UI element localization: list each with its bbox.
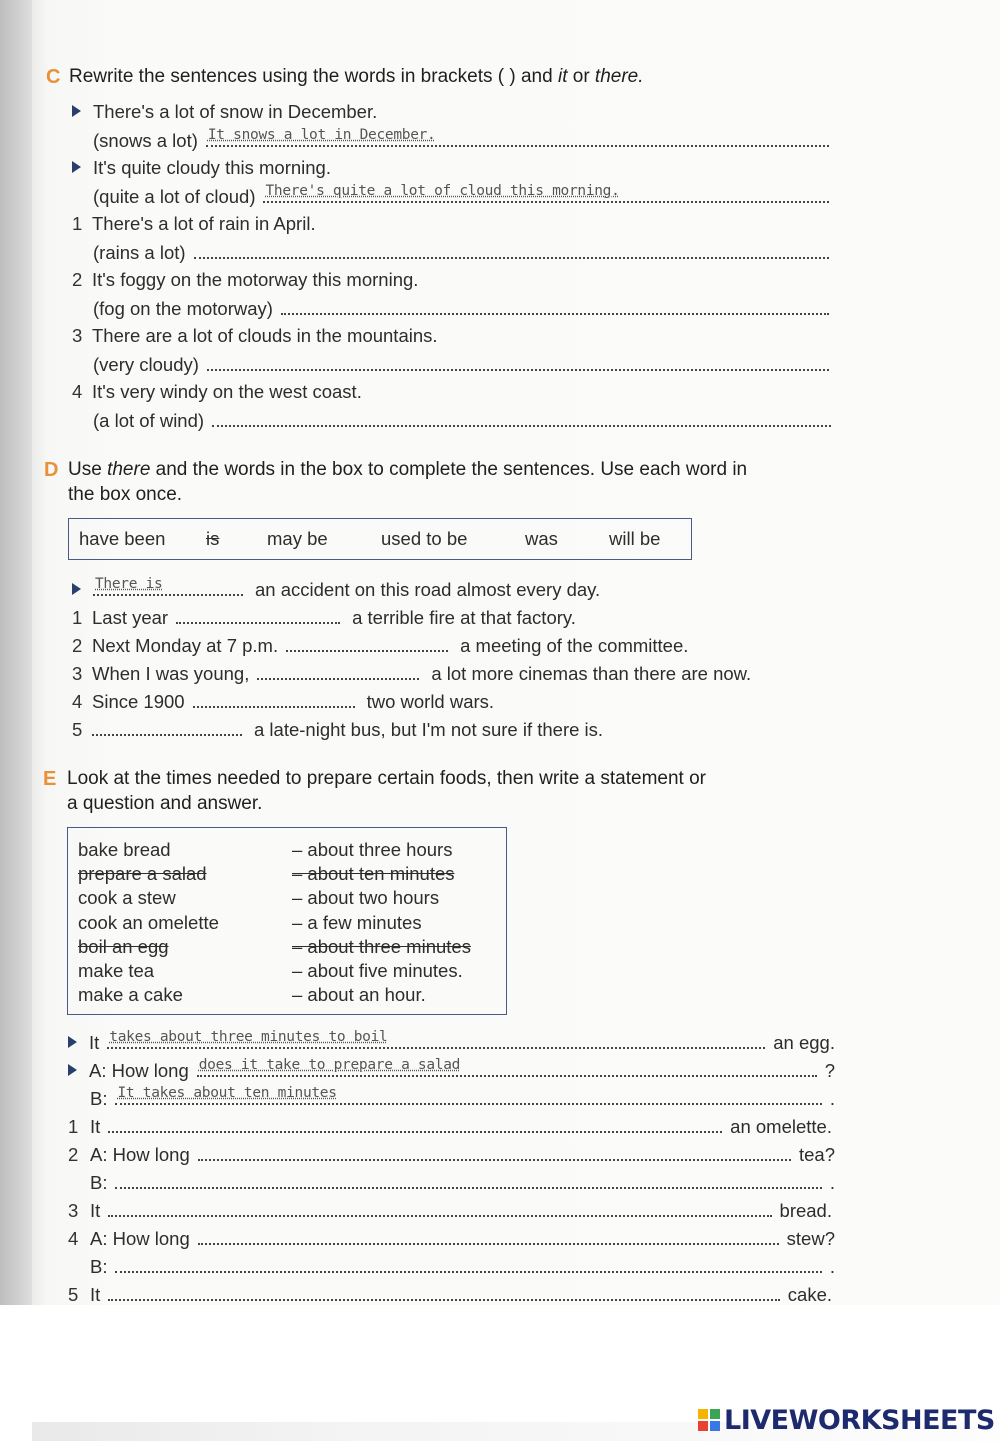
example-arrow-icon [68, 1036, 77, 1048]
statement-line [68, 1059, 835, 1082]
food-row [78, 887, 498, 911]
answer-blank[interactable] [115, 1087, 821, 1105]
section-e-letter: E [43, 768, 57, 790]
gap-fill-line [72, 606, 576, 629]
sentence-line [72, 381, 362, 403]
food-row [78, 936, 498, 960]
prep-time: – about two hours [292, 887, 440, 909]
statement-line [68, 1171, 835, 1194]
gap-fill-line [72, 634, 688, 657]
rewrite-line [93, 409, 831, 432]
rewrite-line [93, 297, 829, 320]
bracket-prompt: (rains a lot) [93, 242, 186, 263]
prep-time: – about three minutes [292, 935, 471, 957]
handwritten-answer: There's quite a lot of cloud this morning. [265, 183, 620, 199]
prep-time: – about three hours [292, 839, 453, 860]
original-sentence: It's very windy on the west coast. [92, 381, 362, 402]
rewrite-answer-blank[interactable] [263, 185, 829, 203]
line-lead: It [90, 1284, 101, 1305]
sentence-line [72, 269, 418, 291]
sentence-start: Last year [92, 607, 169, 628]
line-end: stew? [786, 1228, 835, 1249]
statement-line [68, 1283, 832, 1306]
line-lead: It [89, 1032, 100, 1053]
sentence-end: two world wars. [366, 691, 495, 712]
food-name: make tea [78, 960, 155, 981]
answer-blank[interactable] [257, 662, 419, 680]
line-end: ? [824, 1060, 835, 1081]
liveworksheets-logo-icon [698, 1409, 722, 1433]
section-e-instruction: Look at the times needed to prepare certain foods, then write a statement or a question and answer. [67, 768, 706, 814]
rewrite-line [93, 241, 829, 264]
line-lead: A: How long [89, 1060, 189, 1081]
box-word: will be [609, 528, 661, 549]
section-d-instruction: Use there and the words in the box to complete the sentences. Use each word in the box once. [68, 459, 748, 505]
sentence-line [72, 157, 331, 179]
item-number: 3 [72, 325, 83, 346]
handwritten-answer: does it take to prepare a salad [198, 1057, 461, 1073]
line-lead: A: How long [90, 1228, 190, 1249]
answer-blank[interactable] [198, 1143, 791, 1161]
gap-fill-line [72, 690, 494, 713]
rewrite-answer-blank[interactable] [281, 297, 829, 315]
answer-blank[interactable] [115, 1171, 821, 1189]
sentence-end: a late-night bus, but I'm not sure if there is. [254, 719, 604, 740]
item-number: 1 [68, 1116, 79, 1137]
prep-time: – about an hour. [292, 984, 426, 1006]
food-row [78, 863, 498, 887]
line-end: . [829, 1088, 835, 1109]
item-number: 2 [72, 635, 83, 656]
section-c-letter: C [46, 66, 61, 88]
sentence-line [72, 213, 316, 235]
answer-blank[interactable] [176, 606, 340, 624]
rewrite-line [93, 353, 829, 376]
item-number: 5 [68, 1284, 79, 1305]
statement-line [68, 1115, 832, 1138]
food-row [78, 839, 498, 863]
food-name: boil an egg [78, 935, 169, 957]
sentence-line [72, 101, 377, 123]
answer-blank[interactable] [108, 1199, 771, 1217]
box-word-used: is [206, 528, 220, 549]
rewrite-answer-blank[interactable] [212, 409, 831, 427]
item-number: 4 [72, 381, 83, 402]
section-c-instruction: Rewrite the sentences using the words in brackets ( ) and it or there. [69, 66, 644, 87]
statement-line [68, 1199, 832, 1222]
handwritten-answer: There is [95, 576, 163, 592]
statement-line [68, 1227, 835, 1250]
statement-line [68, 1143, 835, 1166]
sentence-end: an accident on this road almost every day. [255, 579, 601, 600]
example-arrow-icon [68, 1064, 77, 1076]
bracket-prompt: (snows a lot) [93, 130, 198, 151]
item-number: 1 [72, 607, 83, 628]
food-name: cook a stew [78, 887, 176, 909]
original-sentence: There's a lot of snow in December. [93, 101, 378, 122]
sentence-start: Since 1900 [92, 691, 185, 712]
food-name: prepare a salad [78, 863, 207, 885]
statement-line [68, 1031, 835, 1054]
food-row [78, 912, 498, 936]
answer-blank[interactable] [93, 578, 243, 596]
box-word: may be [267, 528, 328, 549]
bracket-prompt: (quite a lot of cloud) [93, 186, 256, 207]
example-arrow-icon [72, 583, 81, 595]
line-lead: B: [90, 1256, 108, 1277]
answer-blank[interactable] [107, 1031, 765, 1049]
prep-time: – about ten minutes [292, 863, 455, 885]
answer-blank[interactable] [197, 1059, 817, 1077]
line-end: bread. [779, 1200, 832, 1221]
item-number: 4 [68, 1228, 79, 1249]
sentence-start: Next Monday at 7 p.m. [92, 635, 279, 656]
statement-line [68, 1087, 835, 1110]
bracket-prompt: (very cloudy) [93, 354, 199, 375]
gap-fill-line [72, 578, 600, 601]
food-name: bake bread [78, 839, 171, 860]
gap-fill-line [72, 662, 751, 685]
food-row [78, 984, 498, 1008]
item-number: 3 [72, 663, 83, 684]
sentence-end: a terrible fire at that factory. [352, 607, 576, 628]
line-end: cake. [787, 1284, 832, 1305]
sentence-end: a lot more cinemas than there are now. [431, 663, 752, 684]
rewrite-line [93, 129, 829, 152]
answer-blank[interactable] [286, 634, 448, 652]
answer-blank[interactable] [92, 718, 242, 736]
box-word: used to be [381, 528, 468, 549]
item-number: 3 [68, 1200, 79, 1221]
line-lead: B: [90, 1088, 108, 1109]
prep-time: – about five minutes. [292, 960, 463, 981]
box-word: have been [79, 528, 166, 549]
food-name: make a cake [78, 984, 183, 1006]
gap-fill-line [72, 718, 603, 741]
page-edge-shadow [0, 0, 32, 1305]
answer-blank[interactable] [108, 1283, 780, 1301]
line-lead: It [90, 1200, 101, 1221]
brand-name: LIVEWORKSHEETS [724, 1405, 995, 1436]
sentence-end: a meeting of the committee. [460, 635, 689, 656]
original-sentence: There are a lot of clouds in the mountains. [92, 325, 438, 346]
food-row [78, 960, 498, 984]
line-lead: A: How long [90, 1144, 190, 1165]
answer-blank[interactable] [193, 690, 355, 708]
line-lead: B: [90, 1172, 108, 1193]
example-arrow-icon [72, 161, 81, 173]
handwritten-answer: takes about three minutes to boil [109, 1029, 388, 1045]
original-sentence: It's quite cloudy this morning. [93, 157, 331, 178]
rewrite-line [93, 185, 829, 208]
line-end: tea? [798, 1144, 835, 1165]
section-d-letter: D [44, 459, 59, 481]
original-sentence: It's foggy on the motorway this morning. [92, 269, 419, 290]
handwritten-answer: It snows a lot in December. [207, 127, 436, 143]
item-number: 2 [72, 269, 83, 290]
liveworksheets-logo [698, 1405, 995, 1436]
word-box [68, 518, 692, 560]
item-number: 4 [72, 691, 83, 712]
rewrite-answer-blank[interactable] [194, 241, 829, 259]
food-name: cook an omelette [78, 911, 219, 933]
item-number: 5 [72, 719, 83, 740]
answer-blank[interactable] [115, 1255, 821, 1273]
line-lead: It [90, 1116, 101, 1137]
bracket-prompt: (fog on the motorway) [93, 298, 273, 319]
rewrite-answer-blank[interactable] [206, 129, 829, 147]
answer-blank[interactable] [108, 1115, 722, 1133]
sentence-start: When I was young, [92, 663, 250, 684]
answer-blank[interactable] [198, 1227, 779, 1245]
example-arrow-icon [72, 105, 81, 117]
sentence-line [72, 325, 438, 347]
item-number: 1 [72, 213, 83, 234]
line-end: . [829, 1256, 835, 1277]
food-times-box [67, 827, 507, 1015]
rewrite-answer-blank[interactable] [207, 353, 829, 371]
line-end: . [829, 1172, 835, 1193]
line-end: an omelette. [730, 1116, 832, 1137]
original-sentence: There's a lot of rain in April. [92, 213, 316, 234]
line-end: an egg. [773, 1032, 835, 1053]
handwritten-answer: It takes about ten minutes [117, 1085, 337, 1101]
statement-line [68, 1255, 835, 1278]
bracket-prompt: (a lot of wind) [93, 410, 205, 431]
prep-time: – a few minutes [292, 911, 422, 933]
item-number: 2 [68, 1144, 79, 1165]
box-word: was [525, 528, 558, 549]
